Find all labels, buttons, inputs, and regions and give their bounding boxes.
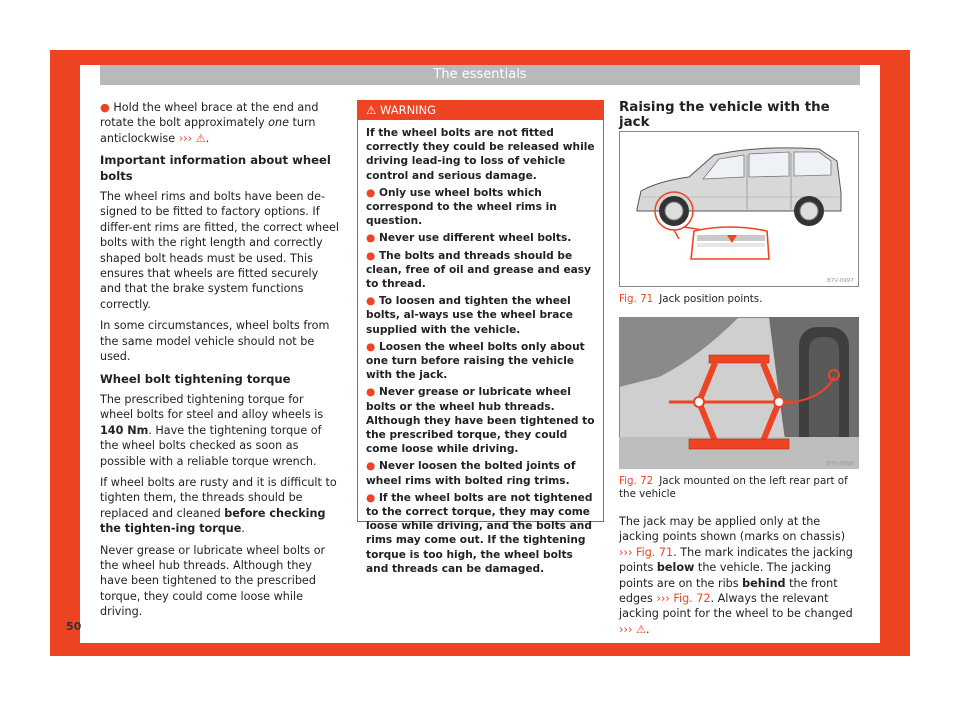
paragraph-torque: The prescribed tightening torque for wheel bolts for steel and alloy wheels is 140 Nm. Have the tightening torque of the wheel bolts checked as soon as possible with a reliable torque wrench.: [100, 392, 324, 468]
crossref-link[interactable]: ›››: [619, 622, 633, 636]
section-title: Raising the vehicle with the jack: [619, 100, 830, 130]
heading-torque: Wheel bolt tightening torque: [100, 371, 291, 386]
warning-triangle-icon: ⚠: [635, 622, 647, 636]
warning-triangle-icon: ⚠: [366, 103, 377, 117]
figure-code: B7V-0997: [827, 278, 854, 284]
car-side-illustration: [619, 131, 859, 287]
warning-item: ● Never use different wheel bolts.: [366, 232, 572, 245]
bullet-icon: ●: [366, 249, 376, 262]
bullet-icon: ●: [366, 386, 376, 399]
jack-illustration: [619, 317, 859, 469]
bullet-icon: ●: [366, 340, 376, 353]
bullet-icon: ●: [366, 295, 376, 308]
heading-wheel-bolts: Important information about wheel bolts: [100, 153, 331, 183]
figure-caption-71: Fig. 71 Jack position points.: [619, 293, 763, 305]
warning-item: ● To loosen and tighten the wheel bolts, al-ways use the wheel brace supplied with the vehicle.: [366, 295, 573, 336]
warning-item: ● Only use wheel bolts which correspond to the wheel rims in question.: [366, 186, 557, 228]
paragraph-rims: The wheel rims and bolts have been de-signed to be fitted to factory options. If differ-ent rims are fitted, the correct wheel bolts with the right length and correctly shaped bolt heads must be used. This ensures that wheels are fitted securely and that the brake system functions correctly.: [100, 190, 339, 311]
warning-box: [357, 100, 604, 575]
bullet-icon: ●: [366, 232, 376, 245]
warning-item: ● The bolts and threads should be clean, free of oil and grease and easy to thread.: [366, 249, 591, 291]
page-number: 50: [66, 620, 82, 633]
figure-71: [619, 131, 859, 306]
bullet-icon: ●: [100, 101, 110, 114]
warning-item: ● If the wheel bolts are not tightened to the correct torque, they may come loose while driving, and the bolts and rims may come out. If the tightening torque is too high, the wheel bolts and threads can be damaged.: [366, 491, 593, 575]
figure-code: B7V-0998: [827, 461, 854, 467]
page-header: The essentials: [100, 65, 860, 85]
figure-link-71[interactable]: ››› Fig. 71: [619, 545, 674, 559]
warning-body: [358, 120, 603, 576]
figure-link-72[interactable]: ››› Fig. 72: [656, 592, 711, 606]
figure-caption-72: Fig. 72 Jack mounted on the left rear part of the vehicle: [619, 475, 848, 500]
bullet-icon: ●: [366, 186, 376, 199]
paragraph-jacking: The jack may be applied only at the jacking points shown (marks on chassis) ››› Fig. 71. The mark indicates the jacking points below the vehicle. The jacking points are on the ribs behind the front edges ››› Fig. 72. Always the relevant jacking point for the wheel to be changed ››› ⚠.: [619, 515, 853, 636]
paragraph-grease: Never grease or lubricate wheel bolts or the wheel hub threads. Although they have been tightened to the prescribed torque, they could come loose while driving.: [100, 543, 326, 619]
figure-72: [619, 317, 859, 501]
warning-triangle-icon: ⚠: [195, 131, 206, 145]
paragraph-brace: ● Hold the wheel brace at the end and rotate the bolt approximately one turn anticlockwise ››› ⚠.: [100, 101, 319, 145]
warning-header: ⚠ WARNING: [358, 101, 603, 120]
paragraph-rusty: If wheel bolts are rusty and it is difficult to tighten them, the threads should be replaced and cleaned before checking the tighten-ing torque.: [100, 475, 337, 536]
bullet-icon: ●: [366, 491, 376, 504]
warning-item: ● Loosen the wheel bolts only about one turn before raising the vehicle with the jack.: [366, 340, 585, 382]
bullet-icon: ●: [366, 460, 376, 473]
crossref-link[interactable]: ›››: [178, 131, 193, 145]
warning-item: ● Never grease or lubricate wheel bolts or the wheel hub threads. Although they have been tightened to the prescribed torque, they could come loose while driving.: [366, 386, 595, 456]
warning-intro: If the wheel bolts are not fitted correctly they could be released while driving lead-ing to loss of vehicle control and serious damage.: [366, 127, 595, 182]
column-left: [100, 100, 340, 626]
paragraph-circumstances: In some circumstances, wheel bolts from the same model vehicle should not be used.: [100, 319, 330, 364]
warning-item: ● Never loosen the bolted joints of wheel rims with bolted ring trims.: [366, 460, 576, 487]
column-right: [619, 100, 859, 636]
